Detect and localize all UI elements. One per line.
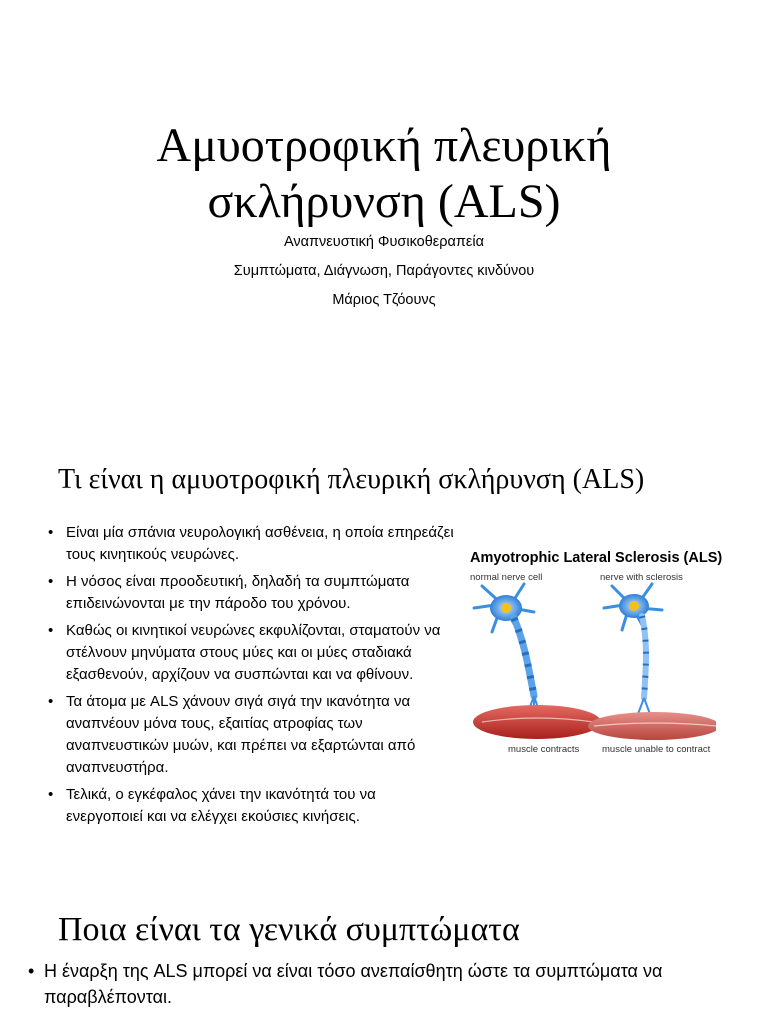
bullet-item: • Η έναρξη της ALS μπορεί να είναι τόσο ανεπαίσθητη ώστε τα συμπτώματα να παραβλέπονται. xyxy=(28,958,740,1010)
normal-neuron xyxy=(474,584,540,716)
contracted-muscle xyxy=(473,705,601,739)
bullet-item: • Καθώς οι κινητικοί νευρώνες εκφυλίζονται, σταματούν να στέλνουν μηνύματα στους μύες και οι μύες σταδιακά εξασθενούν, αρχίζουν να συσπώνται και να φθίνουν. xyxy=(48,620,456,686)
bullet-list xyxy=(48,522,456,833)
figure-label-sclerosis: nerve with sclerosis xyxy=(600,572,683,583)
weak-muscle xyxy=(588,712,716,740)
sclerosis-neuron xyxy=(604,584,662,714)
slide-title: Αμυοτροφική πλευρική σκλήρυνση (ALS) xyxy=(156,119,612,228)
subtitle-line: Συμπτώματα, Διάγνωση, Παράγοντες κινδύνου xyxy=(233,263,535,279)
slide-title: Ποια είναι τα γενικά συμπτώματα xyxy=(58,911,520,948)
als-illustration xyxy=(462,546,723,756)
bullet-item: • Είναι μία σπάνια νευρολογική ασθένεια, η οποία επηρεάζει τους κινητικούς νευρώνες. xyxy=(48,522,456,566)
definition-slide xyxy=(0,450,768,890)
subtitle-line: Αναπνευστική Φυσικοθεραπεία xyxy=(284,234,484,250)
slide-title: Τι είναι η αμυοτροφική πλευρική σκλήρυνση (ALS) xyxy=(58,464,645,495)
figure-title: Amyotrophic Lateral Sclerosis (ALS) xyxy=(470,550,723,566)
bullet-item: • Η νόσος είναι προοδευτική, δηλαδή τα συμπτώματα επιδεινώνονται με την πάροδο του χρόνου. xyxy=(48,571,456,615)
figure-caption-unable: muscle unable to contract xyxy=(602,744,711,755)
bullet-item: • Τελικά, ο εγκέφαλος χάνει την ικανότητά του να ενεργοποιεί και να ελέγχει εκούσιες κινήσεις. xyxy=(48,784,456,828)
symptoms-slide xyxy=(0,890,768,1024)
neuron-muscle-drawing xyxy=(462,546,716,756)
subtitle-line: Μάριος Τζόουνς xyxy=(332,292,436,308)
slide-subtitle xyxy=(60,228,708,315)
figure-caption-contracts: muscle contracts xyxy=(508,744,580,755)
title-slide xyxy=(0,0,768,450)
figure-label-normal: normal nerve cell xyxy=(470,572,543,583)
bullet-item: • Τα άτομα με ALS χάνουν σιγά σιγά την ικανότητα να αναπνέουν μόνα τους, εξαιτίας ατροφίας των αναπνευστικών μυών, και πρέπει να εξαρτώνται από αναπνευστήρα. xyxy=(48,691,456,779)
bullet-list xyxy=(28,958,740,1018)
